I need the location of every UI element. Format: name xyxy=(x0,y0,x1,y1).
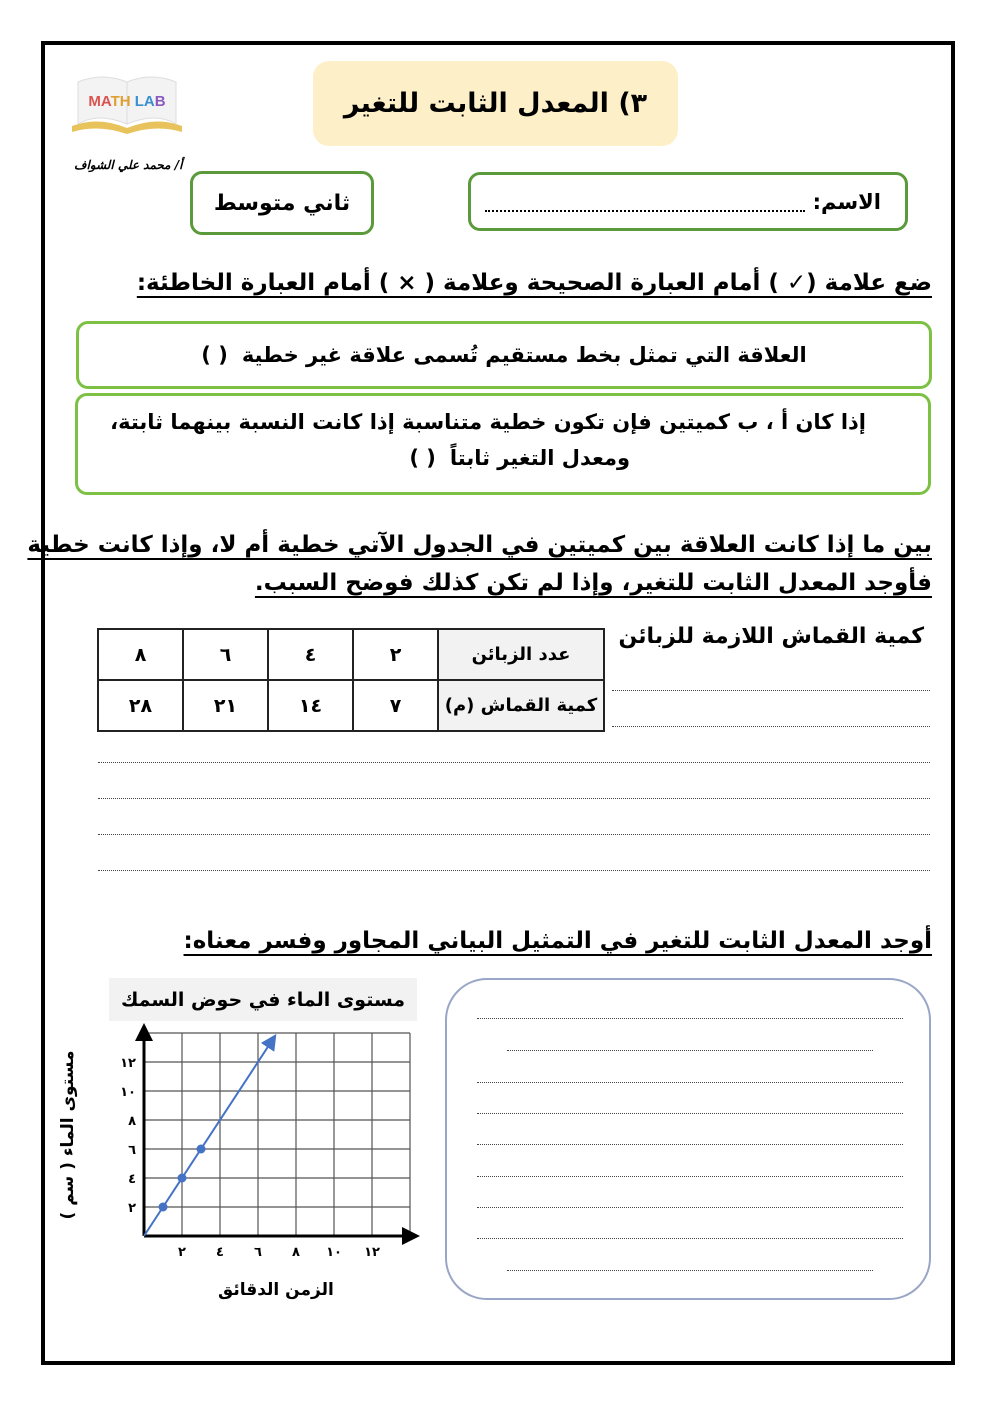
table-side-label: كمية القماش اللازمة للزبائن xyxy=(618,624,924,649)
math-lab-logo xyxy=(68,68,186,136)
x-tick-label: ١٠ xyxy=(326,1245,342,1260)
data-point xyxy=(197,1145,206,1154)
y-tick-label: ١٢ xyxy=(120,1056,136,1071)
x-tick-label: ١٢ xyxy=(364,1245,380,1260)
answer-line[interactable] xyxy=(507,1270,873,1271)
answer-line[interactable] xyxy=(477,1176,903,1177)
section3-instruction: أوجد المعدل الثابت للتغير في التمثيل البياني المجاور وفسر معناه: xyxy=(183,928,932,954)
statement-1-answer[interactable]: ( ) xyxy=(201,343,228,367)
y-tick-label: ٨ xyxy=(128,1114,136,1129)
answer-line[interactable] xyxy=(612,726,930,727)
answer-line[interactable] xyxy=(507,1050,873,1051)
chart-title: مستوى الماء في حوض السمك xyxy=(109,978,417,1021)
table-cell: ٦ xyxy=(183,629,268,680)
statement-2-line2: ومعدل التغير ثابتاً xyxy=(449,446,630,470)
table-cell: ٤ xyxy=(268,629,353,680)
answer-line[interactable] xyxy=(98,834,930,835)
y-tick-label: ٦ xyxy=(128,1143,136,1158)
svg-text:MATH LAB: MATH LAB xyxy=(88,93,166,110)
graph-answer-box xyxy=(445,978,931,1300)
statement-2-line1: إذا كان أ ، ب كميتين فإن تكون خطية متناسبة إذا كانت النسبة بينهما ثابتة، xyxy=(110,410,866,434)
water-level-chart xyxy=(50,1020,440,1260)
y-tick-label: ٤ xyxy=(128,1172,136,1187)
table-cell: ١٤ xyxy=(268,680,353,731)
data-point xyxy=(159,1203,168,1212)
answer-line[interactable] xyxy=(477,1018,903,1019)
name-label: الاسم: xyxy=(812,189,881,214)
row-header: كمية القماش (م) xyxy=(438,680,604,731)
section2-instruction-line2: فأوجد المعدل الثابت للتغير، وإذا لم تكن كذلك فوضح السبب. xyxy=(254,570,932,596)
chart-ylabel: مستوى الماء ( سم ) xyxy=(58,1050,78,1220)
table-row xyxy=(98,629,604,680)
table-row xyxy=(98,680,604,731)
data-point xyxy=(178,1174,187,1183)
table-cell: ٢١ xyxy=(183,680,268,731)
statement-1 xyxy=(76,321,932,389)
y-tick-label: ١٠ xyxy=(120,1085,136,1100)
answer-line[interactable] xyxy=(477,1207,903,1208)
answer-line[interactable] xyxy=(477,1082,903,1083)
table-cell: ٨ xyxy=(98,629,183,680)
statement-2 xyxy=(75,393,931,495)
table-cell: ٧ xyxy=(353,680,438,731)
data-table xyxy=(97,628,605,732)
table-cell: ٢ xyxy=(353,629,438,680)
row-header: عدد الزبائن xyxy=(438,629,604,680)
answer-line[interactable] xyxy=(477,1113,903,1114)
worksheet-title: ٣) المعدل الثابت للتغير xyxy=(313,61,678,146)
x-tick-label: ٦ xyxy=(254,1245,262,1260)
statement-1-text: العلاقة التي تمثل بخط مستقيم تُسمى علاقة غير خطية xyxy=(241,343,807,367)
author-name: أ/ محمد علي الشواف xyxy=(74,158,183,172)
grade-box: ثاني متوسط xyxy=(190,171,374,235)
answer-line[interactable] xyxy=(98,762,930,763)
answer-line[interactable] xyxy=(98,798,930,799)
section1-instruction: ضع علامة (✓ ) أمام العبارة الصحيحة وعلامة ( × ) أمام العبارة الخاطئة: xyxy=(136,270,932,296)
x-tick-label: ٢ xyxy=(178,1245,186,1260)
table-cell: ٢٨ xyxy=(98,680,183,731)
x-tick-label: ٤ xyxy=(216,1245,224,1260)
answer-line[interactable] xyxy=(477,1144,903,1145)
answer-line[interactable] xyxy=(98,870,930,871)
statement-2-answer[interactable]: ( ) xyxy=(409,446,436,470)
answer-line[interactable] xyxy=(612,690,930,691)
x-tick-label: ٨ xyxy=(292,1245,300,1260)
name-field[interactable] xyxy=(468,172,908,231)
answer-line[interactable] xyxy=(477,1238,903,1239)
name-blank[interactable] xyxy=(485,192,805,212)
chart-xlabel: الزمن الدقائق xyxy=(218,1280,334,1300)
section2-instruction-line1: بين ما إذا كانت العلاقة بين كميتين في الجدول الآتي خطية أم لا، وإذا كانت خطية xyxy=(27,532,932,558)
y-tick-label: ٢ xyxy=(128,1201,136,1216)
